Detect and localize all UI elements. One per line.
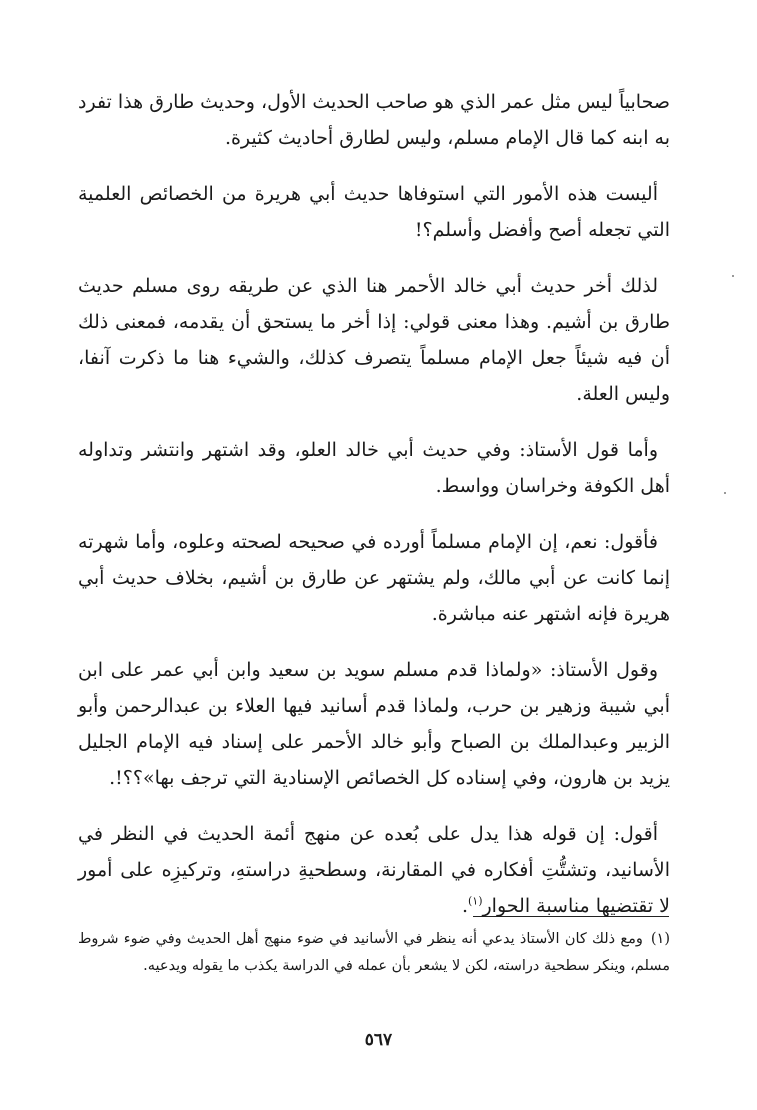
paragraph-3-text: لذلك أخر حديث أبي خالد الأحمر هنا الذي عن طريقه روى مسلم حديث طارق بن أشيم. وهذا معنى قولي: إذا أخر ما يستحق أن يقدمه، فمعنى ذلك أن فيه شيئاً جعل الإمام مسلماً يتصرف كذلك، والشيء هنا ما ذكرت آنفا، وليس العلة. [78,275,670,405]
paragraph-7 [78,816,670,924]
paragraph-3 [78,268,670,412]
paragraph-4 [78,432,670,504]
main-text-block [78,84,670,944]
paragraph-7-text: أقول: إن قوله هذا يدل على بُعده عن منهج أئمة الحديث في النظر في الأسانيد، وتشتُّتِ أفكاره في المقارنة، وسطحيةِ دراستهِ، وتركيزِه على أمور لا تقتضيها مناسبة الحوار [78,823,670,917]
page-number: ٥٦٧ [364,1030,393,1050]
footnote-reference[interactable]: (١) [467,894,483,908]
paragraph-6-text: وقول الأستاذ: «ولماذا قدم مسلم سويد بن سعيد وابن أبي عمر على ابن أبي شيبة وزهير بن حرب، ولماذا قدم أسانيد فيها العلاء بن عبدالرحمن وأبو الزبير وعبدالملك بن الصباح وأبو خالد الأحمر على إسناد فيه الإمام الجليل يزيد بن هارون، وفي إسناده كل الخصائص الإسنادية التي ترجف بها»؟؟!. [78,659,670,789]
paragraph-2-text: أليست هذه الأمور التي استوفاها حديث أبي هريرة من الخصائص العلمية التي تجعله أصح وأفضل وأسلم؟! [78,183,670,241]
paragraph-1 [78,84,670,156]
paragraph-4-text: وأما قول الأستاذ: وفي حديث أبي خالد العلو، وقد اشتهر وانتشر وتداوله أهل الكوفة وخراسان وواسط. [78,439,670,497]
paragraph-5-text: فأقول: نعم، إن الإمام مسلماً أورده في صحيحه لصحته وعلوه، وأما شهرته إنما كانت عن أبي مالك، ولم يشتهر عن طارق بن أشيم، بخلاف حديث أبي هريرة فإنه اشتهر عنه مباشرة. [78,531,670,625]
footnote-number: (١) [650,931,670,947]
paragraph-7-end-mark: . [461,895,468,917]
scan-speck [732,275,734,277]
paragraph-2 [78,176,670,248]
paragraph-6 [78,652,670,796]
footnote-text: ومع ذلك كان الأستاذ يدعي أنه ينظر في الأسانيد في ضوء منهج أهل الحديث وفي ضوء شروط مسلم، وينكر سطحية دراسته، لكن لا يشعر بأن عمله في الدراسة يكذب ما يقوله ويدعيه. [78,931,670,974]
footnote-divider [473,916,669,917]
footnote [78,926,670,980]
scan-speck [724,492,726,494]
paragraph-5 [78,524,670,632]
paragraph-1-text: صحابياً ليس مثل عمر الذي هو صاحب الحديث الأول، وحديث طارق هذا تفرد به ابنه كما قال الإمام مسلم، وليس لطارق أحاديث كثيرة. [78,91,670,149]
